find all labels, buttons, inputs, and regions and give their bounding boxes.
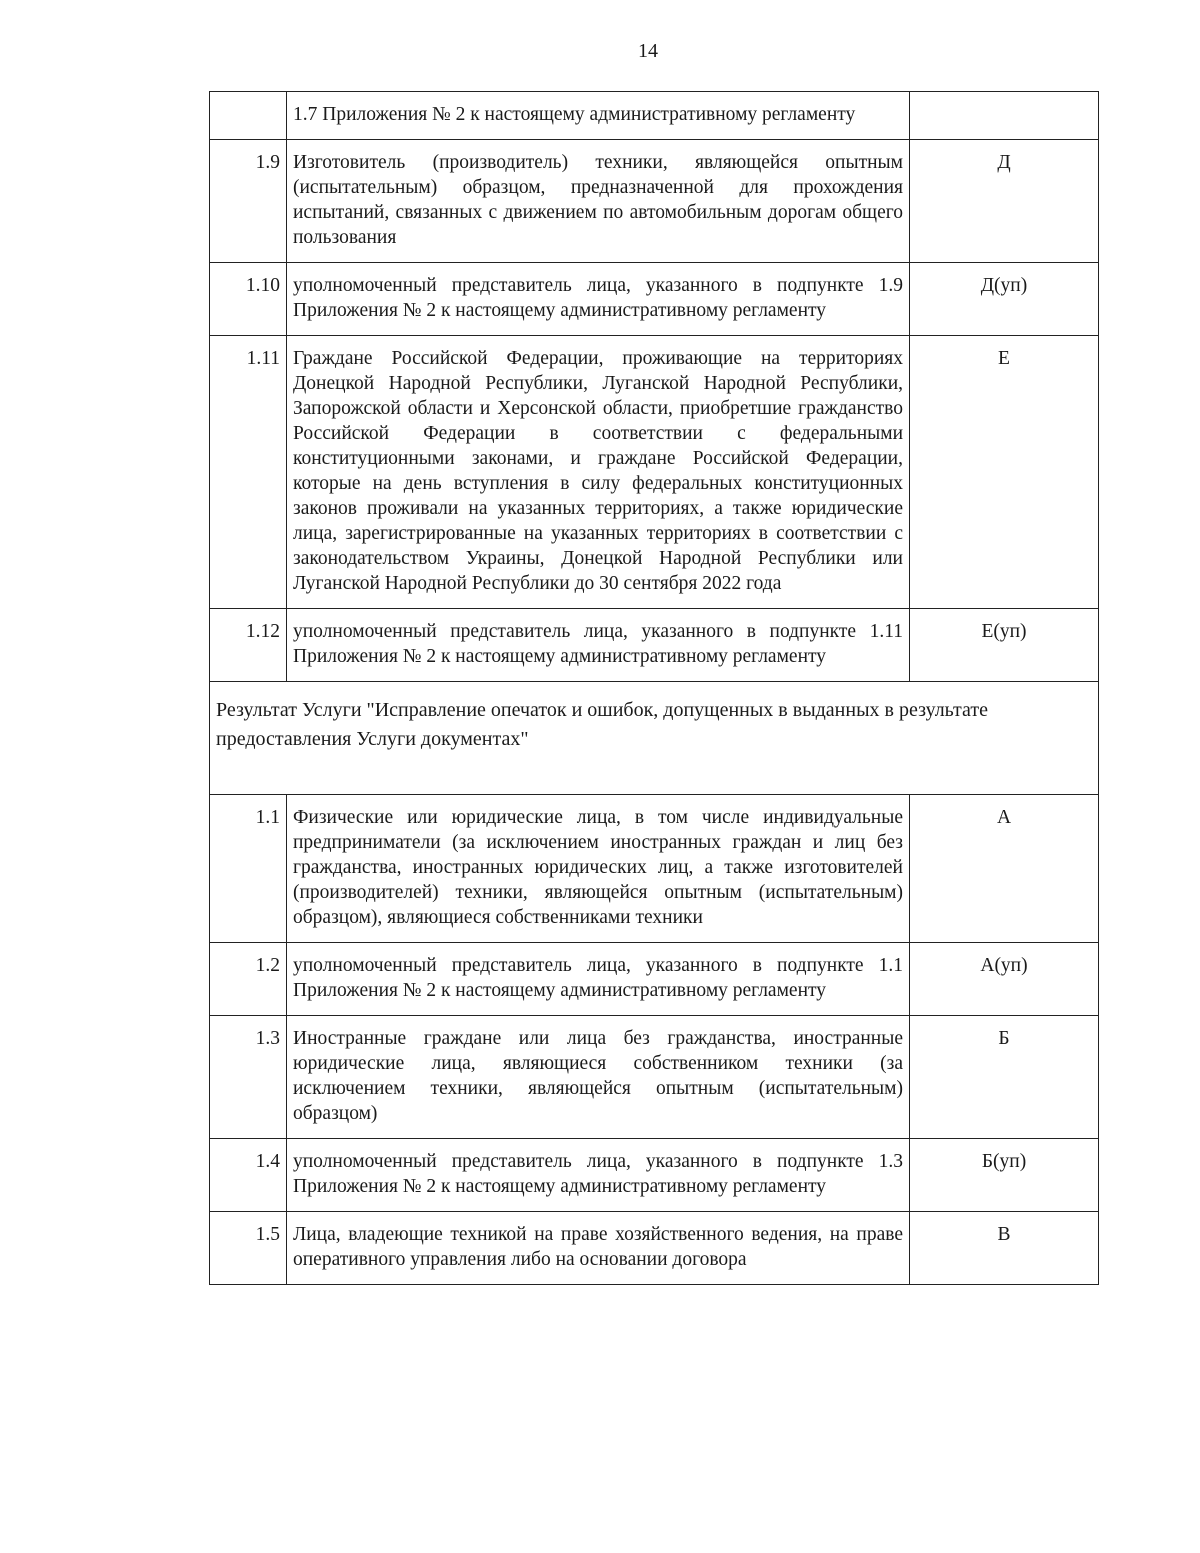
row-number: 1.4 (210, 1139, 287, 1212)
table-row (210, 1139, 1099, 1212)
applicant-categories-table (209, 91, 1099, 1285)
row-code: Д(уп) (910, 263, 1099, 336)
row-description: уполномоченный представитель лица, указанного в подпункте 1.3 Приложения № 2 к настоящему административному регламенту (287, 1139, 910, 1212)
table-row (210, 609, 1099, 682)
table-row (210, 1016, 1099, 1139)
row-code: А (910, 795, 1099, 943)
row-description: Изготовитель (производитель) техники, являющейся опытным (испытательным) образцом, предназначенной для прохождения испытаний, связанных с движением по автомобильным дорогам общего пользования (287, 140, 910, 263)
row-number: 1.5 (210, 1212, 287, 1285)
table-row (210, 1212, 1099, 1285)
section-header-row (210, 682, 1099, 795)
row-description: уполномоченный представитель лица, указанного в подпункте 1.11 Приложения № 2 к настоящему административному регламенту (287, 609, 910, 682)
row-code: Е (910, 336, 1099, 609)
row-number: 1.10 (210, 263, 287, 336)
row-number: 1.3 (210, 1016, 287, 1139)
row-code: Д (910, 140, 1099, 263)
row-number: 1.11 (210, 336, 287, 609)
table-row (210, 795, 1099, 943)
table-row (210, 336, 1099, 609)
row-number (210, 92, 287, 140)
row-code: А(уп) (910, 943, 1099, 1016)
row-number: 1.12 (210, 609, 287, 682)
row-code: В (910, 1212, 1099, 1285)
row-code: Е(уп) (910, 609, 1099, 682)
row-code: Б(уп) (910, 1139, 1099, 1212)
table-row (210, 140, 1099, 263)
row-description: 1.7 Приложения № 2 к настоящему административному регламенту (287, 92, 910, 140)
page-number: 14 (638, 40, 658, 62)
row-code (910, 92, 1099, 140)
row-number: 1.9 (210, 140, 287, 263)
row-description: Лица, владеющие техникой на праве хозяйственного ведения, на праве оперативного управления либо на основании договора (287, 1212, 910, 1285)
table-row (210, 263, 1099, 336)
row-description: Граждане Российской Федерации, проживающие на территориях Донецкой Народной Республики, Луганской Народной Республики, Запорожской области и Херсонской области, приобретшие гражданство Российской Федерации в соответствии с федеральными конституционными законами, и граждане Российской Федерации, которые на день вступления в силу федеральных конституционных законов проживали на указанных территориях, а также юридические лица, зарегистрированные на указанных территориях в соответствии с законодательством Украины, Донецкой Народной Республики или Луганской Народной Республики до 30 сентября 2022 года (287, 336, 910, 609)
row-description: уполномоченный представитель лица, указанного в подпункте 1.9 Приложения № 2 к настоящему административному регламенту (287, 263, 910, 336)
section-title: Результат Услуги "Исправление опечаток и ошибок, допущенных в выданных в результате предоставления Услуги документах" (210, 682, 1099, 795)
row-description: Иностранные граждане или лица без гражданства, иностранные юридические лица, являющиеся собственником техники (за исключением техники, являющейся опытным (испытательным) образцом) (287, 1016, 910, 1139)
table-row (210, 92, 1099, 140)
row-code: Б (910, 1016, 1099, 1139)
row-description: Физические или юридические лица, в том числе индивидуальные предприниматели (за исключением иностранных граждан и лиц без гражданства, иностранных юридических лиц, а также изготовителей (производителей) техники, являющейся опытным (испытательным) образцом), являющиеся собственниками техники (287, 795, 910, 943)
table-row (210, 943, 1099, 1016)
row-number: 1.1 (210, 795, 287, 943)
row-description: уполномоченный представитель лица, указанного в подпункте 1.1 Приложения № 2 к настоящему административному регламенту (287, 943, 910, 1016)
row-number: 1.2 (210, 943, 287, 1016)
